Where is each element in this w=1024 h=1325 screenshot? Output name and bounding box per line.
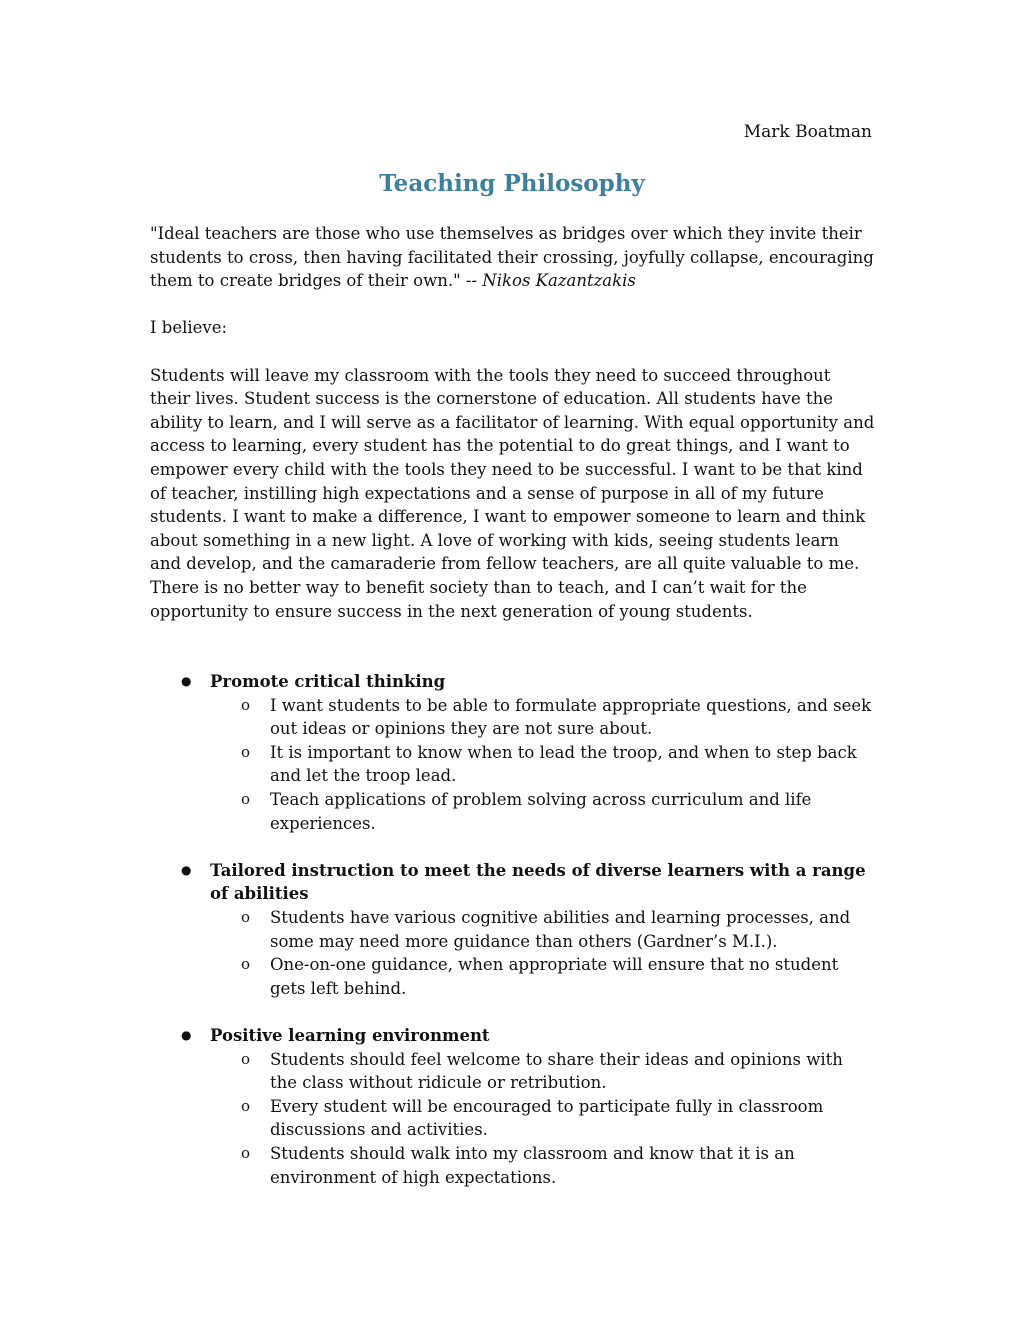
subitem-text: One-on-one guidance, when appropriate will ensure that no student gets left behind. [270, 955, 839, 998]
document-body [150, 222, 875, 1213]
quote-attribution: Nikos Kazantzakis [482, 271, 636, 291]
bullet-icon: ● [181, 674, 192, 689]
principle-heading: Tailored instruction to meet the needs of diverse learners with a range of abilities [210, 860, 866, 904]
quote-paragraph [150, 222, 875, 293]
circle-bullet-icon: o [241, 1143, 251, 1162]
circle-bullet-icon: o [241, 955, 251, 974]
subitem [210, 741, 875, 788]
subitem-text: It is important to know when to lead the troop, and when to step back and let the troop lead. [270, 742, 857, 786]
subitem [210, 788, 875, 835]
principle-subitems [210, 906, 875, 1000]
subitem-text: Students have various cognitive abilities and learning processes, and some may need more guidance than others (Gardner’s M.I.). [270, 908, 851, 951]
subitem [210, 1142, 875, 1189]
intro-line: I believe: [150, 318, 228, 338]
principle-heading: Positive learning environment [210, 1026, 490, 1045]
subitem [210, 1048, 875, 1095]
bullet-icon: ● [181, 1028, 192, 1042]
principle-subitems [210, 1048, 875, 1190]
subitem-text: Teach applications of problem solving across curriculum and life experiences. [270, 790, 812, 833]
circle-bullet-icon: o [241, 908, 251, 927]
circle-bullet-icon: o [241, 695, 251, 714]
circle-bullet-icon: o [241, 742, 251, 761]
subitem [210, 694, 875, 741]
circle-bullet-icon: o [241, 1049, 251, 1068]
principle-item [150, 859, 875, 1001]
author-name: Mark Boatman [743, 122, 872, 142]
principle-heading: Promote critical thinking [210, 672, 446, 692]
philosophy-paragraph: Students will leave my classroom with the tools they need to succeed throughout their lives. Student success is the cornerstone of education. All students have the ability to learn, and I will serve as a facilitator of learning. With equal opportunity and access to learning, every student has the potential to do great things, and I want to empower every child with the tools they need to be successful. I want to be that kind of teacher, instilling high expectations and a sense of purpose in all of my future students. I want to make a difference, I want to empower someone to learn and think about something in a new light. A love of working with kids, seeing students learn and develop, and the camaraderie from fellow teachers, are all quite valuable to me. There is no better way to benefit society than to teach, and I can’t wait for the opportunity to ensure success in the next generation of young students. [150, 365, 875, 621]
subitem [210, 1095, 875, 1142]
subitem-text: Every student will be encouraged to participate fully in classroom discussions and activities. [270, 1096, 824, 1140]
subitem-text: Students should walk into my classroom and know that it is an environment of high expectations. [270, 1143, 795, 1187]
subitem-text: Students should feel welcome to share their ideas and opinions with the class without ridicule or retribution. [270, 1049, 843, 1093]
document-title: Teaching Philosophy [379, 170, 645, 197]
subitem [210, 906, 875, 953]
principle-item [150, 1024, 875, 1189]
circle-bullet-icon: o [241, 790, 251, 809]
circle-bullet-icon: o [241, 1096, 251, 1115]
subitem [210, 953, 875, 1000]
principle-subitems [210, 694, 875, 836]
principle-item [150, 670, 875, 835]
quote-text: "Ideal teachers are those who use themselves as bridges over which they invite their students to cross, then having facilitated their crossing, joyfully collapse, encouraging them to create bridges of their own." -- [150, 224, 874, 291]
subitem-text: I want students to be able to formulate appropriate questions, and seek out ideas or opinions they are not sure about. [270, 695, 872, 739]
principles-list [150, 670, 875, 1189]
bullet-icon: ● [181, 862, 192, 877]
